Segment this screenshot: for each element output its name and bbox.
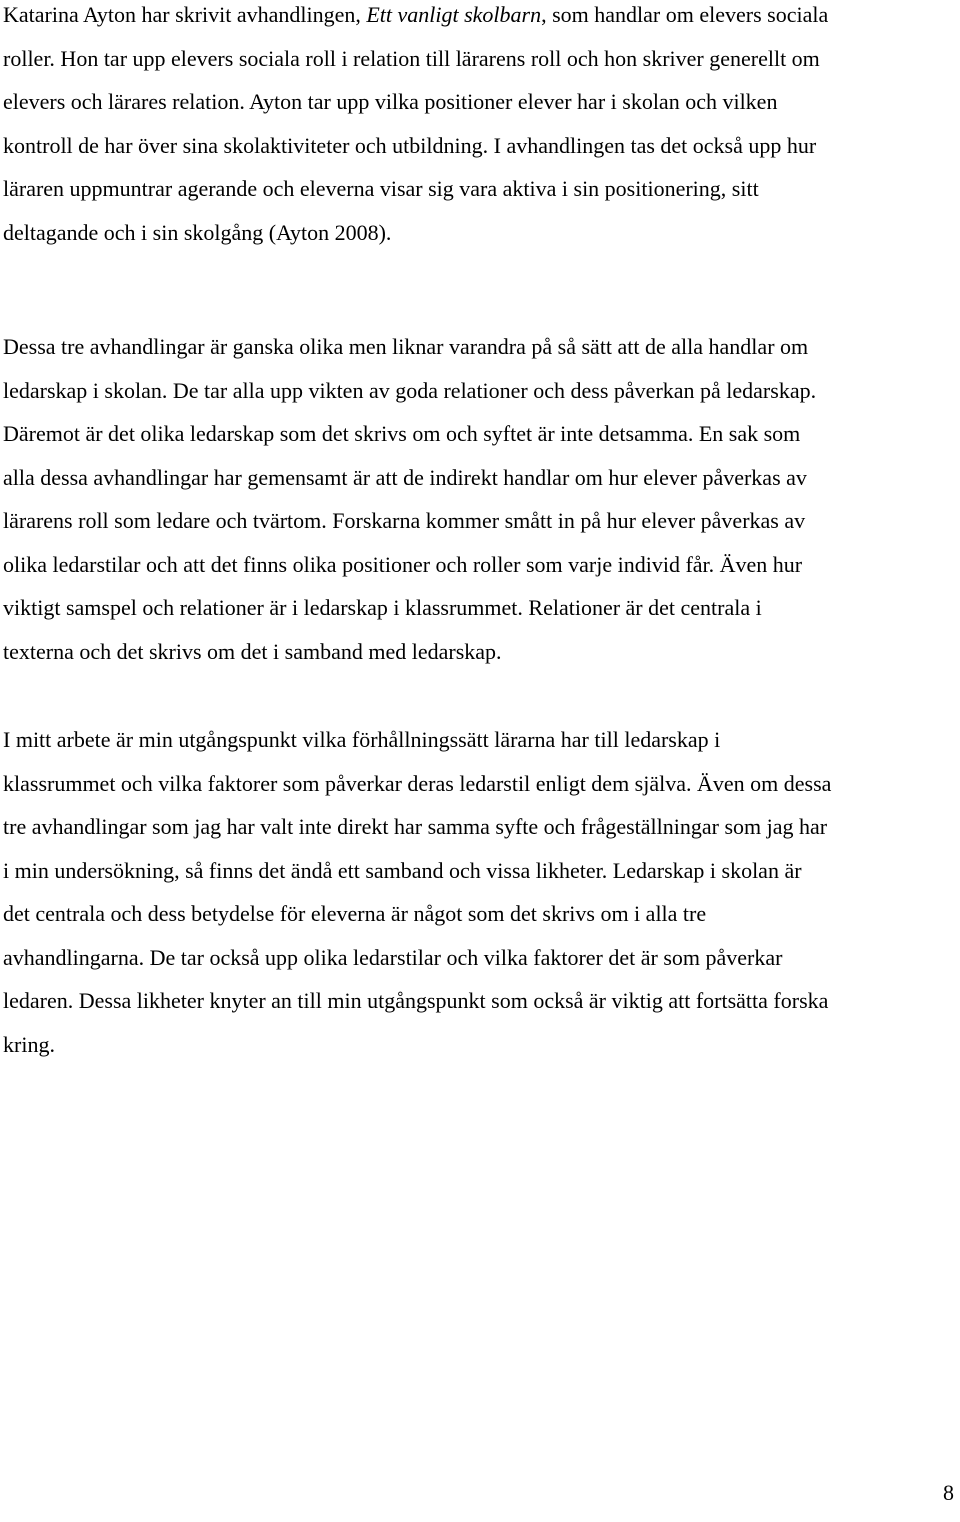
text-line: ledarskap i skolan. De tar alla upp vikten av goda relationer och dess påverkan på ledarskap.: [3, 377, 817, 403]
text-line: i min undersökning, så finns det ändå ett samband och vissa likheter. Ledarskap i skolan är: [3, 857, 802, 883]
text-line: läraren uppmuntrar agerande och eleverna visar sig vara aktiva i sin positionering, sitt: [3, 176, 759, 201]
thesis-title: Ett vanligt skolbarn: [366, 2, 542, 27]
text-line: Däremot är det olika ledarskap som det skrivs om och syftet är inte detsamma. En sak som: [3, 421, 801, 446]
text-line: elevers och lärares relation. Ayton tar upp vilka positioner elever har i skolan och vilken: [3, 89, 778, 114]
text-line: kontroll de har över sina skolaktiviteter och utbildning. I avhandlingen tas det också upp hur: [3, 132, 817, 158]
text-line: avhandlingarna. De tar också upp olika ledarstilar och vilka faktorer det är som påverkar: [3, 944, 783, 970]
text-line: lärarens roll som ledare och tvärtom. Forskarna kommer smått in på hur elever påverkas av: [3, 508, 806, 533]
text-line: kring.: [3, 1031, 55, 1057]
text-line: det centrala och dess betydelse för eleverna är något som det skrivs om i alla tre: [3, 901, 707, 926]
text-line: tre avhandlingar som jag har valt inte direkt har samma syfte och frågeställningar som jag har: [3, 814, 828, 839]
text-line: Dessa tre avhandlingar är ganska olika men liknar varandra på så sätt att de alla handlar om: [3, 334, 809, 359]
paragraph-ayton-thesis: [3, 0, 958, 254]
text-line: viktigt samspel och relationer är i ledarskap i klassrummet. Relationer är det centrala i: [3, 595, 762, 620]
page-number: 8: [943, 1480, 954, 1505]
paragraph-comparison: [3, 325, 958, 673]
text-line: olika ledarstilar och att det finns olika positioner och roller som varje individ får. Även hur: [3, 551, 803, 577]
text-line: roller. Hon tar upp elevers sociala roll i relation till lärarens roll och hon skriver generellt om: [3, 45, 820, 71]
text-segment: , som handlar om elevers sociala: [541, 2, 829, 27]
text-line: ledaren. Dessa likheter knyter an till min utgångspunkt som också är viktig att fortsätta forska: [3, 988, 829, 1013]
text-line: klassrummet och vilka faktorer som påverkar deras ledarstil enligt dem själva. Även om dessa: [3, 770, 832, 796]
paragraph-own-work: [3, 718, 958, 1066]
text-segment: Katarina Ayton har skrivit avhandlingen,: [3, 2, 367, 27]
text-line: deltagande och i sin skolgång (Ayton 2008).: [3, 219, 392, 245]
text-line: I mitt arbete är min utgångspunkt vilka förhållningssätt lärarna har till ledarskap i: [3, 727, 721, 752]
text-line: [3, 0, 958, 37]
text-line: alla dessa avhandlingar har gemensamt är att de indirekt handlar om hur elever påverkas av: [3, 464, 807, 490]
text-line: texterna och det skrivs om det i samband med ledarskap.: [3, 638, 502, 664]
